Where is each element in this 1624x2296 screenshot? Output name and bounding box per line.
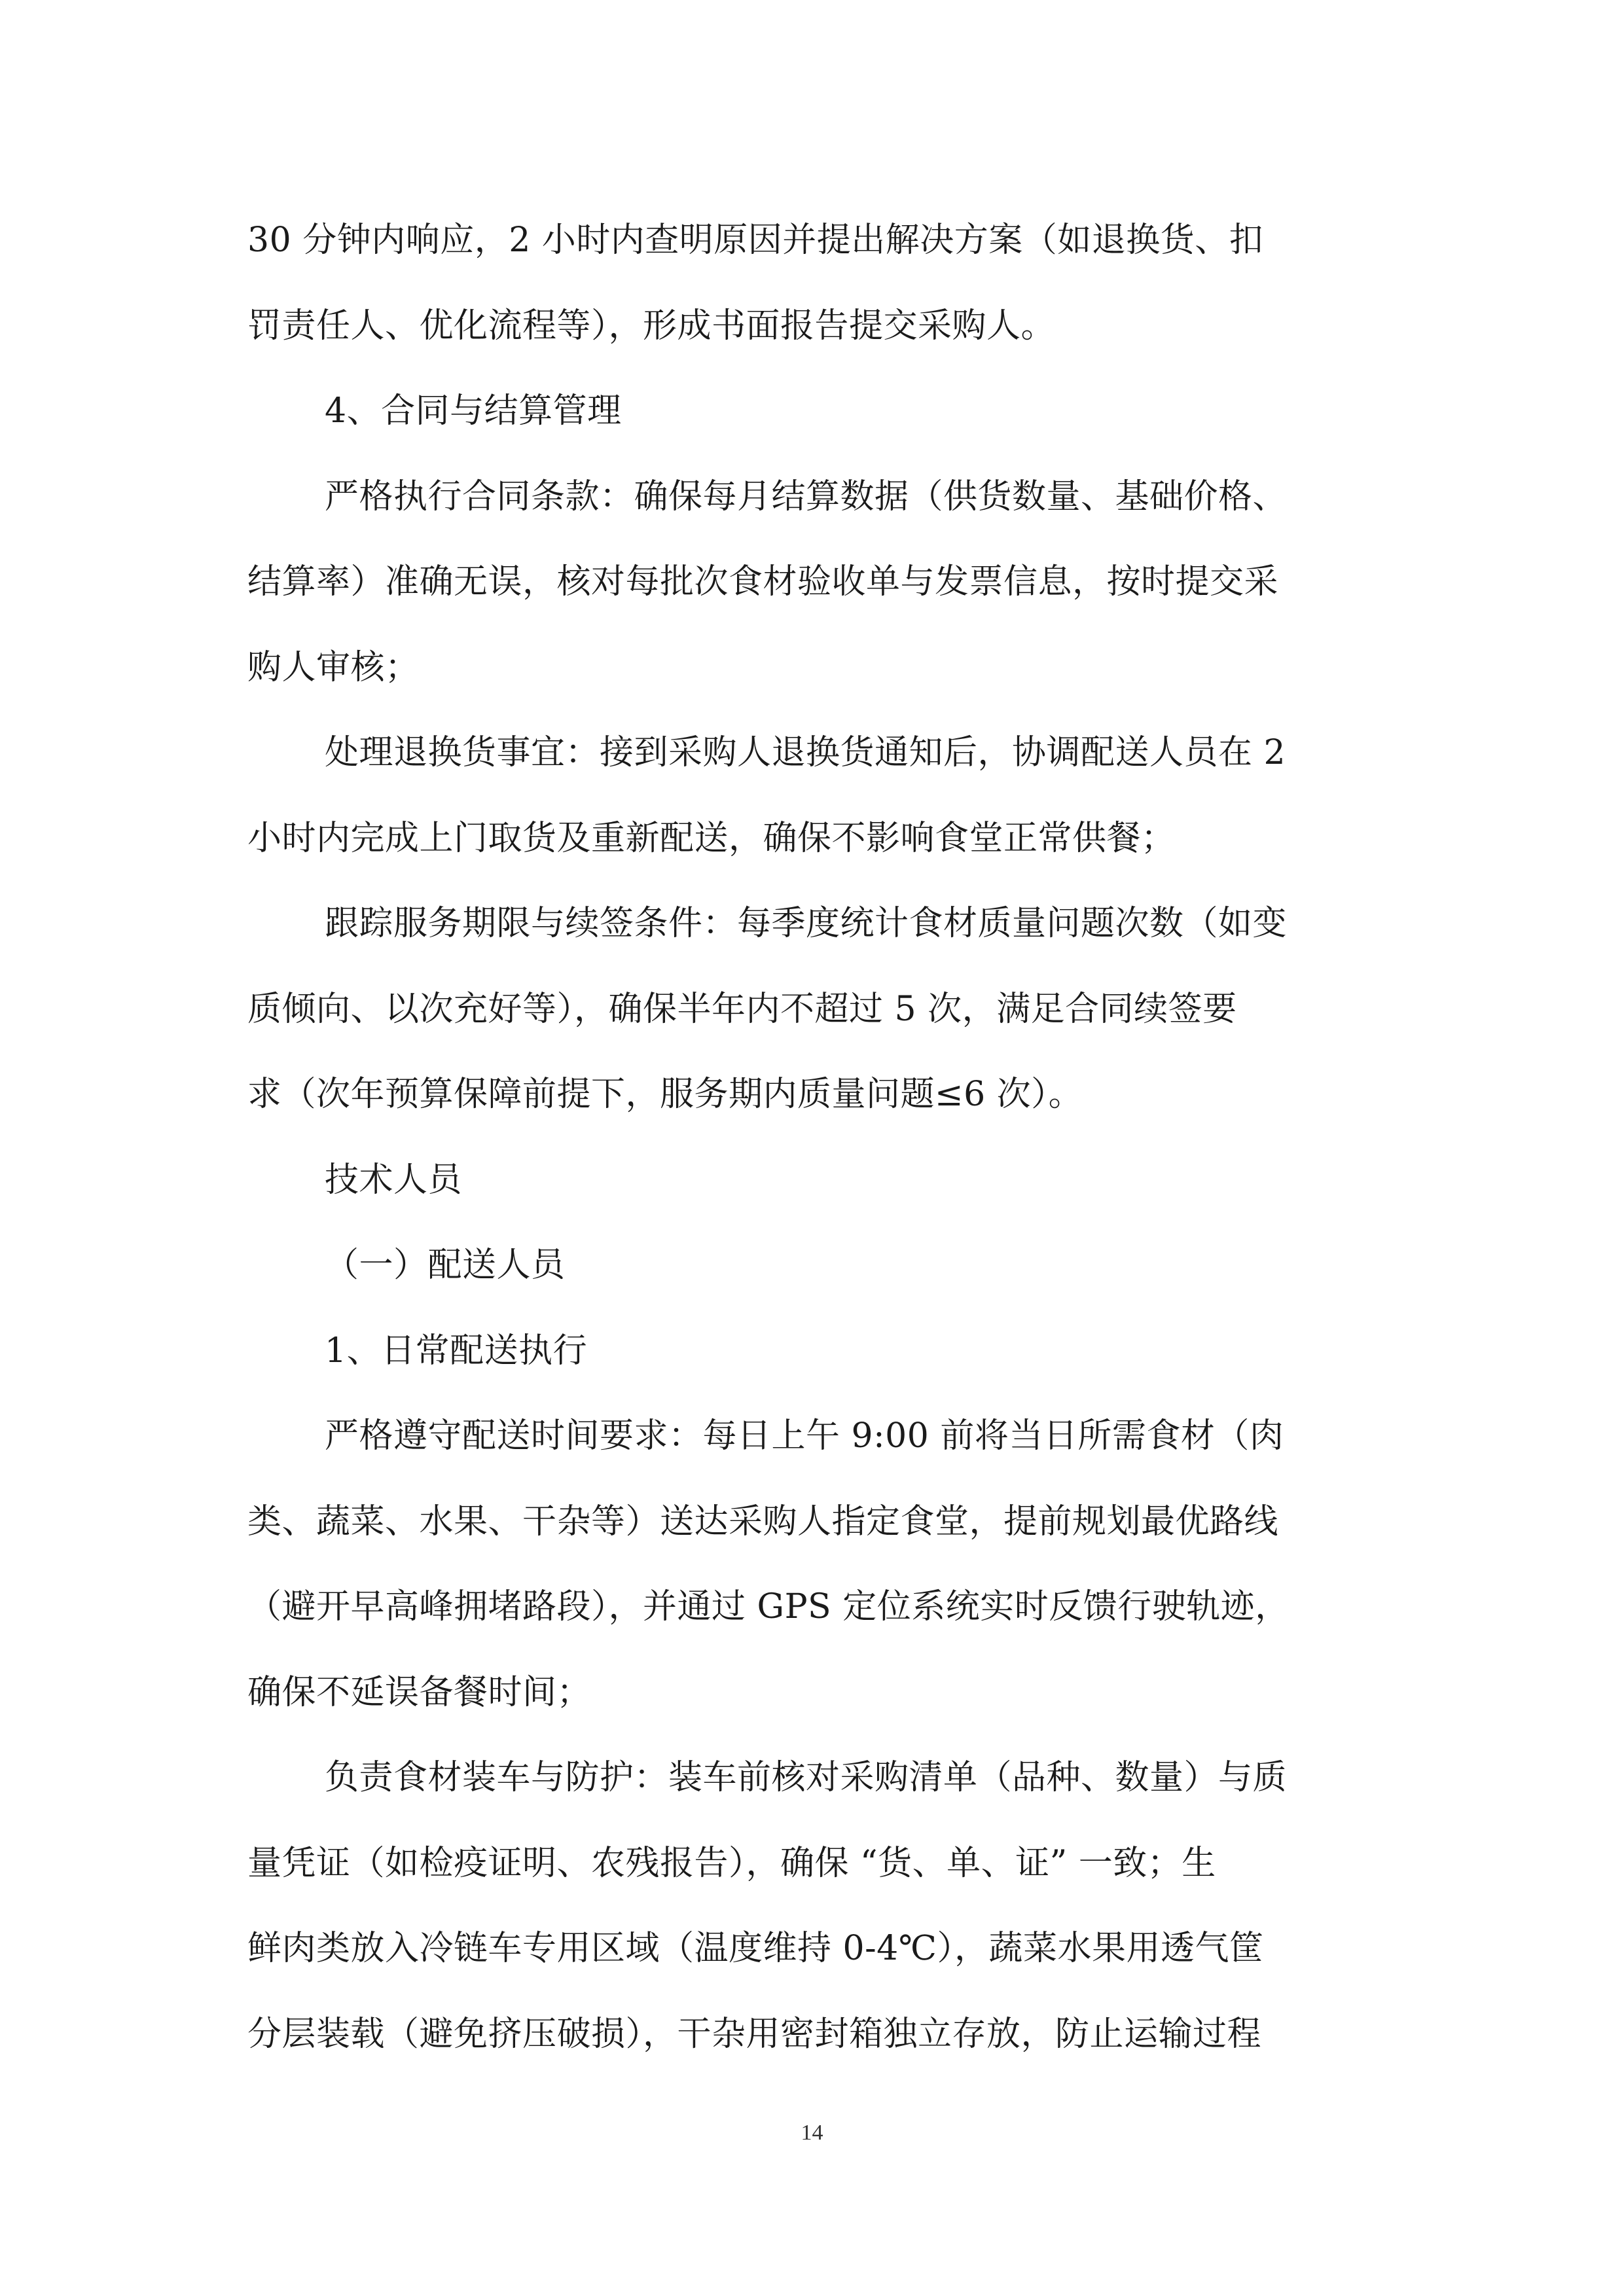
text-line-2: 罚责任人、优化流程等），形成书面报告提交采购人。 (247, 306, 1056, 346)
text-line-18: 确保不延误备餐时间； (247, 1672, 592, 1712)
text-line-7: 处理退换货事宜：接到采购人退换货通知后，协调配送人员在 2 (325, 733, 1286, 772)
text-line-4: 严格执行合同条款：确保每月结算数据（供货数量、基础价格、 (325, 476, 1288, 516)
section-heading-contract: 4、合同与结算管理 (325, 391, 622, 431)
text-line-17: （避开早高峰拥堵路段），并通过 GPS 定位系统实时反馈行驶轨迹， (247, 1587, 1290, 1626)
text-line-15: 严格遵守配送时间要求：每日上午 9:00 前将当日所需食材（肉 (325, 1416, 1284, 1456)
text-line-5: 结算率）准确无误，核对每批次食材验收单与发票信息，按时提交采 (247, 562, 1279, 601)
text-line-22: 分层装载（避免挤压破损），干杂用密封箱独立存放，防止运输过程 (247, 2014, 1262, 2054)
section-heading-daily-delivery: 1、日常配送执行 (325, 1331, 588, 1371)
text-line-10: 质倾向、以次充好等），确保半年内不超过 5 次，满足合同续签要 (247, 989, 1237, 1029)
text-line-9: 跟踪服务期限与续签条件：每季度统计食材质量问题次数（如变 (325, 904, 1288, 943)
page-number: 14 (801, 2121, 823, 2145)
text-line-1: 30 分钟内响应，2 小时内查明原因并提出解决方案（如退换货、扣 (247, 221, 1264, 260)
document-body (247, 198, 1386, 2077)
section-heading-technical-staff: 技术人员 (325, 1160, 463, 1200)
text-line-19: 负责食材装车与防护：装车前核对采购清单（品种、数量）与质 (325, 1758, 1288, 1797)
text-line-16: 类、蔬菜、水果、干杂等）送达采购人指定食堂，提前规划最优路线 (247, 1501, 1279, 1541)
section-heading-delivery-staff: （一）配送人员 (325, 1246, 566, 1285)
text-line-21: 鲜肉类放入冷链车专用区域（温度维持 0-4℃），蔬菜水果用透气筐 (247, 1929, 1264, 1968)
text-line-20: 量凭证（如检疫证明、农残报告），确保 “货、单、证” 一致；生 (247, 1843, 1216, 1883)
text-line-11: 求（次年预算保障前提下，服务期内质量问题≤6 次）。 (247, 1075, 1083, 1114)
text-line-8: 小时内完成上门取货及重新配送，确保不影响食堂正常供餐； (247, 818, 1176, 858)
text-line-6: 购人审核； (247, 647, 420, 687)
